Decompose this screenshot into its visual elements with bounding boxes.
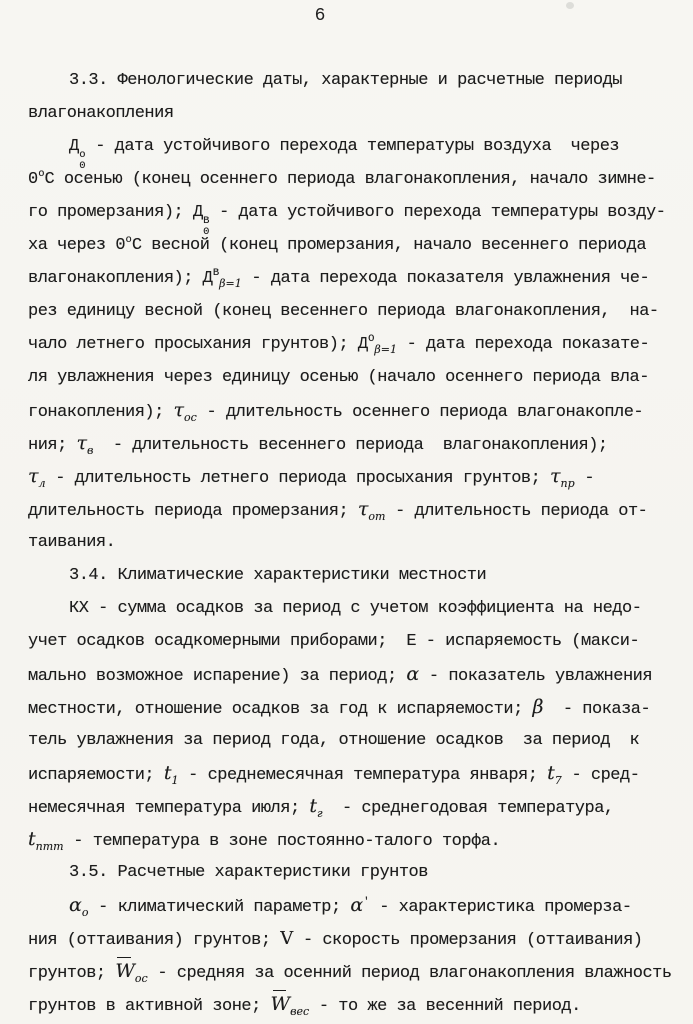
math-symbol: $\tau_{ос}$	[173, 399, 197, 424]
text-line: рез единицу весной (конец весеннего периода влагонакопления, на-	[28, 302, 659, 321]
text-line: испаряемости; $t_1$ - среднемесячная температура января; $t_7$ - сред-	[28, 762, 640, 787]
math-symbol: $W_{ос}$	[115, 964, 147, 983]
math-symbol: α′	[350, 894, 370, 916]
math-symbol: $t_7$	[547, 762, 562, 787]
text-line: длительность периода промерзания; $\tau_{от}$ - длительность периода от-	[28, 498, 648, 523]
text-line: немесячная температура июля; $t_г$ - среднегодовая температура,	[28, 795, 614, 820]
text-line: 3.5. Расчетные характеристики грунтов	[69, 863, 428, 882]
text-line: ния (оттаивания) грунтов; V - скорость промерзания (оттаивания)	[28, 928, 643, 950]
math-symbol: $t_1$	[163, 762, 179, 787]
text-line: КХ - сумма осадков за период с учетом коэффициента на недо-	[69, 599, 642, 618]
math-symbol: $\alpha_о$	[69, 894, 89, 919]
text-line: грунтов; $W_{ос}$ - средняя за осенний период влагонакопления влажность	[28, 955, 680, 988]
math-symbol: $W_{вес}$	[271, 997, 310, 1016]
math-symbol: $\tau_л$	[28, 465, 46, 490]
math-symbol: $Д^О_{\beta=1}$	[357, 333, 397, 356]
math-symbol: $\tau_в$	[76, 432, 94, 457]
math-symbol: Д о 0	[69, 137, 86, 172]
text-line: 3.3. Фенологические даты, характерные и расчетные периоды	[69, 71, 622, 90]
document-body	[28, 64, 680, 1021]
text-line: го промерзания); Д В 0 - дата устойчивого перехода температуры возду-	[28, 203, 666, 238]
math-symbol: V	[280, 928, 294, 949]
math-symbol: β	[532, 696, 544, 718]
math-symbol: α	[406, 663, 420, 685]
text-line: мально возможное испарение) за период; α - показатель увлажнения	[28, 663, 653, 686]
math-symbol: $0^о$	[28, 168, 45, 189]
text-line: грунтов в активной зоне; $W_{вес}$ - то же за весенний период.	[28, 988, 680, 1021]
text-line: $t_{птт}$ - температура в зоне постоянно-талого торфа.	[28, 828, 501, 853]
page-number: 6	[314, 6, 326, 26]
text-line: тель увлажнения за период года, отношение осадков за период к	[28, 731, 640, 750]
text-line: $\tau_л$ - длительность летнего периода просыхания грунтов; $\tau_{пр}$ -	[28, 465, 595, 490]
text-line: таивания.	[28, 533, 116, 552]
text-line: ля увлажнения через единицу осенью (начало осеннего периода вла-	[28, 368, 649, 387]
math-symbol: $Д^В_{\beta=1}$	[202, 267, 242, 290]
text-line: учет осадков осадкомерными приборами; Е - испаряемость (макси-	[28, 632, 640, 651]
text-line: гонакопления); $\tau_{ос}$ - длительность осеннего периода влагонакопле-	[28, 399, 644, 424]
math-symbol: $t_{птт}$	[28, 828, 64, 853]
math-symbol: $\tau_{от}$	[357, 498, 386, 523]
math-symbol: Д В 0	[192, 203, 210, 238]
text-line: влагонакопления	[28, 104, 174, 123]
text-line: ния; $\tau_в$ - длительность весеннего периода влагонакопления);	[28, 432, 608, 457]
text-line: 3.4. Климатические характеристики местности	[69, 566, 487, 585]
math-symbol: $\tau_{пр}$	[550, 465, 575, 490]
text-line: чало летнего просыхания грунтов); $Д^О_{\beta=1}$ - дата перехода показате-	[28, 333, 650, 356]
text-line: $\alpha_о$ - климатический параметр; α′ - характеристика промерза-	[69, 894, 632, 919]
text-line: ха через $0^оС$ весной (конец промерзания, начало весеннего периода	[28, 234, 647, 255]
text-line: $0^оС$ осенью (конец осеннего периода влагонакопления, начало зимне-	[28, 168, 656, 189]
text-line: Д о 0 - дата устойчивого перехода температуры воздуха через	[69, 137, 620, 172]
math-symbol: $0^о$	[115, 234, 132, 255]
text-line: влагонакопления); $Д^В_{\beta=1}$ - дата перехода показателя увлажнения че-	[28, 267, 650, 290]
math-symbol: $t_г$	[309, 795, 323, 820]
text-line: местности, отношение осадков за год к испаряемости; β - показа-	[28, 696, 651, 719]
